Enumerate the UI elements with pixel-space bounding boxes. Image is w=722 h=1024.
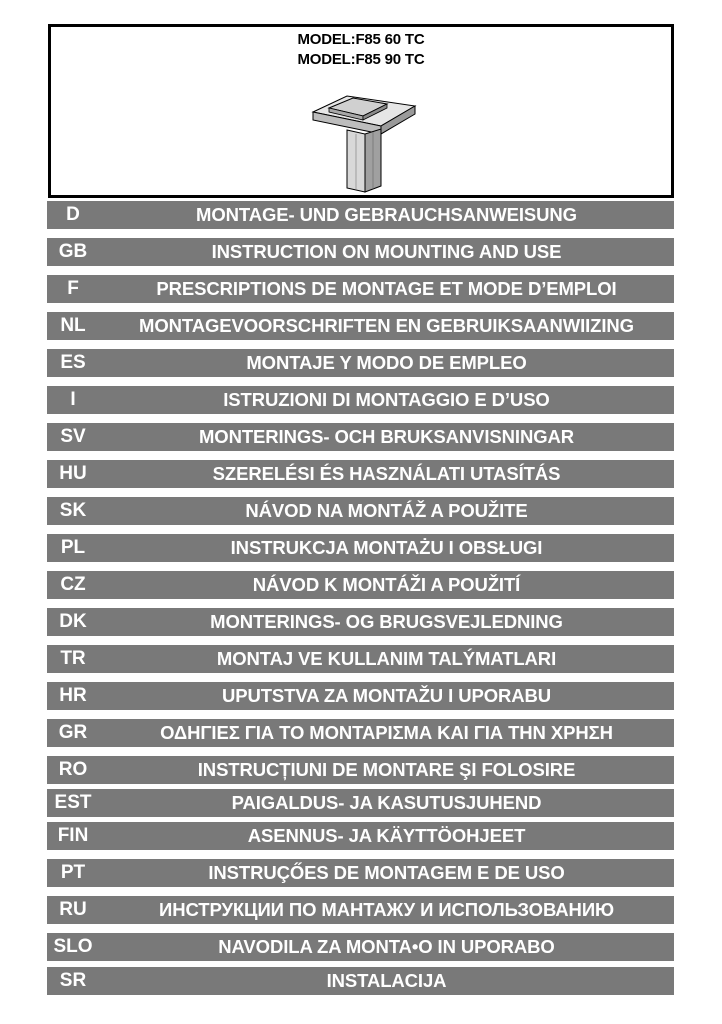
- language-title: INSTRUCTION ON MOUNTING AND USE: [211, 241, 562, 262]
- language-row-sv: [47, 423, 674, 451]
- language-row-nl: [47, 312, 674, 340]
- language-title: ИНСТРУКЦИИ ПО МАНТАЖУ И ИСПОЛЬЗОВАНИЮ: [159, 899, 614, 920]
- language-row-hr: [47, 682, 674, 710]
- language-code: NL: [60, 315, 86, 336]
- language-title: MONTAGE- UND GEBRAUCHSANWEISUNG: [196, 204, 577, 225]
- language-row-d: [47, 201, 674, 229]
- language-title: MONTAGEVOORSCHRIFTEN EN GEBRUIKSAANWIIZING: [139, 315, 634, 336]
- language-title: SZERELÉSI ÉS HASZNÁLATI UTASÍTÁS: [212, 463, 561, 484]
- language-row-tr: [47, 645, 674, 673]
- language-code: SV: [60, 426, 86, 447]
- language-title: MONTERINGS- OCH BRUKSANVISNINGAR: [198, 426, 575, 447]
- language-title: INSTRUCȚIUNI DE MONTARE ŞI FOLOSIRE: [197, 759, 576, 780]
- language-code: TR: [60, 648, 86, 669]
- language-code: DK: [59, 611, 87, 632]
- language-code: HU: [59, 463, 87, 484]
- language-code: GR: [58, 722, 88, 743]
- language-code: GB: [58, 241, 88, 262]
- language-title: ISTRUZIONI DI MONTAGGIO E D’USO: [223, 389, 550, 410]
- language-title: MONTAJ VE KULLANIM TALÝMATLARI: [216, 648, 557, 669]
- language-title: NAVODILA ZA MONTA•O IN UPORABO: [218, 936, 555, 957]
- language-title: INSTALACIJA: [326, 970, 447, 991]
- language-row-gb: [47, 238, 674, 266]
- language-code: RO: [58, 759, 88, 780]
- language-row-gr: [47, 719, 674, 747]
- language-code: FIN: [57, 825, 89, 846]
- model-header-box: [48, 24, 674, 198]
- cooker-hood-illustration: [307, 82, 419, 194]
- language-code: HR: [59, 685, 87, 706]
- language-code: PT: [60, 862, 86, 883]
- language-code: I: [70, 389, 76, 410]
- language-title: ΟΔΗΓΙΕΣ ΓΙΑ ΤΟ ΜΟΝΤΑΡΙΣΜΑ ΚΑΙ ΓΙΑ ΤΗΝ ΧΡΗΣΗ: [160, 722, 613, 743]
- language-title: INSTRUKCJA MONTAŻU I OBSŁUGI: [230, 537, 543, 558]
- language-row-hu: [47, 460, 674, 488]
- language-row-sr: [47, 967, 674, 995]
- language-title: PRESCRIPTIONS DE MONTAGE ET MODE D’EMPLOI: [156, 278, 617, 299]
- language-row-es: [47, 349, 674, 377]
- language-row-pt: [47, 859, 674, 887]
- model-name-1: MODEL:F85 60 TC: [297, 31, 425, 48]
- language-code: ES: [60, 352, 86, 373]
- language-row-f: [47, 275, 674, 303]
- language-title: UPUTSTVA ZA MONTAŽU I UPORABU: [221, 685, 552, 706]
- language-code: RU: [59, 899, 87, 920]
- language-title: INSTRUÇŐES DE MONTAGEM E DE USO: [208, 862, 565, 883]
- language-row-i: [47, 386, 674, 414]
- language-code: EST: [54, 792, 92, 813]
- language-code: SR: [59, 970, 87, 991]
- language-row-sk: [47, 497, 674, 525]
- language-row-ru: [47, 896, 674, 924]
- language-code: SK: [59, 500, 87, 521]
- language-row-est: [47, 789, 674, 817]
- language-row-cz: [47, 571, 674, 599]
- language-title: PAIGALDUS- JA KASUTUSJUHEND: [231, 792, 542, 813]
- language-title: NÁVOD NA MONTÁŽ A POUŽITE: [245, 500, 528, 521]
- language-title: ASENNUS- JA KÄYTTÖOHJEET: [247, 825, 526, 846]
- language-code: PL: [60, 537, 86, 558]
- language-row-dk: [47, 608, 674, 636]
- model-name-2: MODEL:F85 90 TC: [297, 51, 425, 68]
- language-code: CZ: [60, 574, 86, 595]
- language-code: F: [67, 278, 79, 299]
- language-row-pl: [47, 534, 674, 562]
- language-row-fin: [47, 822, 674, 850]
- language-title: MONTERINGS- OG BRUGSVEJLEDNING: [210, 611, 563, 632]
- language-row-slo: [47, 933, 674, 961]
- language-title: MONTAJE Y MODO DE EMPLEO: [246, 352, 527, 373]
- language-code: SLO: [53, 936, 93, 957]
- language-code: D: [66, 204, 80, 225]
- language-title: NÁVOD K MONTÁŽI A POUŽITÍ: [252, 574, 521, 595]
- language-row-ro: [47, 756, 674, 784]
